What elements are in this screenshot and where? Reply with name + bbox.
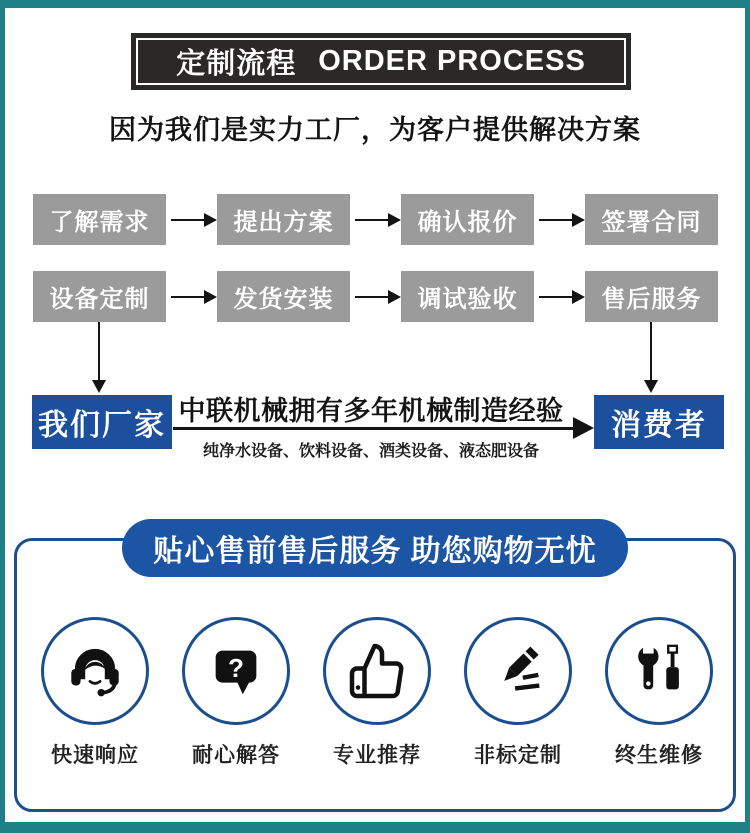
experience-title: 中联机械拥有多年机械制造经验 <box>178 396 564 426</box>
arrow-right-icon <box>171 219 204 221</box>
flow-step-sign-contract: 签署合同 <box>585 194 718 245</box>
thumbs-up-icon <box>323 617 431 725</box>
flow-step-equipment-custom: 设备定制 <box>33 271 166 322</box>
service-item-patient-answers <box>166 617 306 769</box>
arrow-right-icon <box>355 296 388 298</box>
consumer-box: 消费者 <box>594 395 724 449</box>
service-item-label: 终生维修 <box>615 744 703 767</box>
arrow-right-icon <box>539 219 572 221</box>
banner-title-cn: 定制流程 <box>176 48 297 80</box>
content-area <box>5 8 745 822</box>
flow-step-ship-install: 发货安装 <box>217 271 350 322</box>
order-process-banner-inner <box>136 38 626 85</box>
question-mark: ? <box>228 652 244 683</box>
flow-step-debug-accept: 调试验收 <box>401 271 534 322</box>
pencil-icon <box>464 617 572 725</box>
question-bubble-icon <box>182 617 290 725</box>
arrow-right-icon <box>355 219 388 221</box>
service-item-pro-recommend <box>307 617 447 769</box>
flow-step-confirm-quote: 确认报价 <box>401 194 534 245</box>
service-item-label: 专业推荐 <box>333 744 421 767</box>
flow-step-understand-needs: 了解需求 <box>33 194 166 245</box>
service-item-lifetime-repair <box>589 617 729 769</box>
service-item-custom-design <box>448 617 588 769</box>
arrow-right-icon <box>171 296 204 298</box>
flow-step-propose-plan: 提出方案 <box>217 194 350 245</box>
banner-title-en: ORDER PROCESS <box>318 45 586 77</box>
service-item-label: 耐心解答 <box>192 744 280 767</box>
arrow-down-icon <box>650 322 652 380</box>
service-item-label: 快速响应 <box>51 744 139 767</box>
factory-box: 我们厂家 <box>32 395 172 449</box>
arrow-right-icon <box>539 296 572 298</box>
customer-service-icon <box>41 617 149 725</box>
factory-to-consumer-arrow-icon <box>173 427 573 430</box>
flow-step-after-sales: 售后服务 <box>585 271 718 322</box>
order-process-banner <box>131 33 631 90</box>
service-item-label: 非标定制 <box>474 744 562 767</box>
service-item-fast-response <box>25 617 165 769</box>
service-banner: 贴心售前售后服务 助您购物无忧 <box>122 519 628 577</box>
repair-tools-icon <box>605 617 713 725</box>
equipment-categories: 纯净水设备、饮料设备、酒类设备、液态肥设备 <box>202 443 539 460</box>
arrow-down-icon <box>98 322 100 380</box>
factory-tagline: 因为我们是实力工厂，为客户提供解决方案 <box>109 115 641 145</box>
